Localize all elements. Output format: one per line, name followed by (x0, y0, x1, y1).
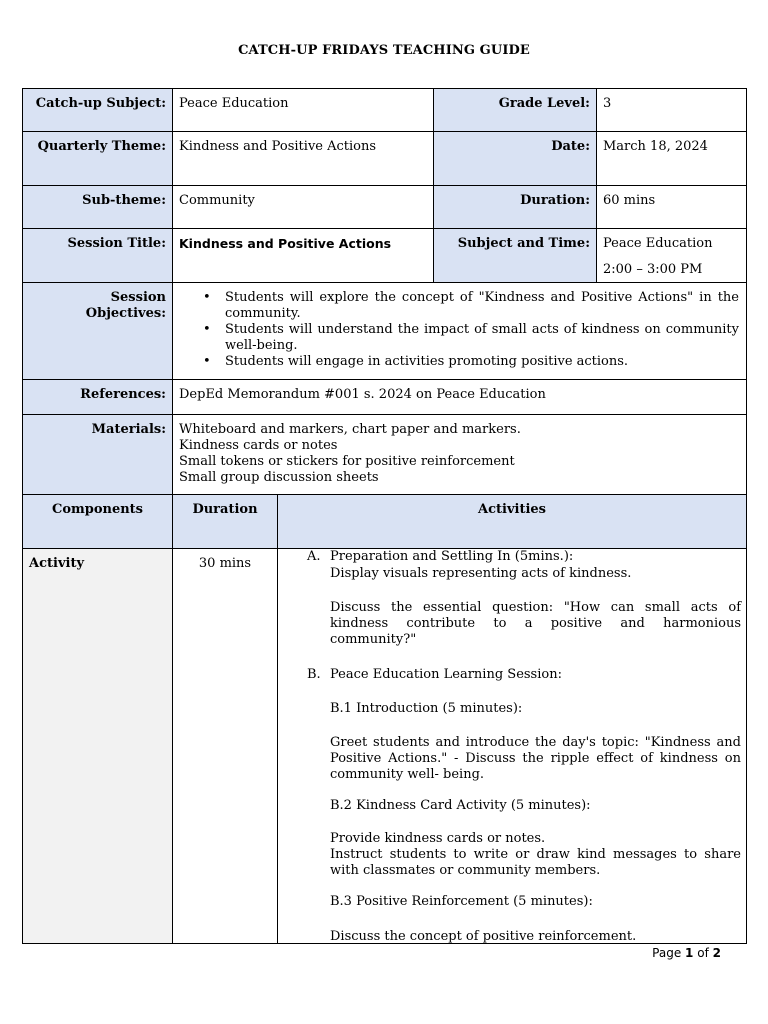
date-label: Date: (433, 131, 597, 186)
quarterly-theme-label: Quarterly Theme: (22, 131, 173, 186)
objectives-label-line1: Session (110, 290, 166, 305)
item-a-title: Preparation and Settling In (5mins.): (330, 549, 574, 564)
item-b-title: Peace Education Learning Session: (330, 667, 562, 682)
item-a-question: Discuss the essential question: "How can small acts of kindness contribute to a positive and harmonious community?" (330, 600, 741, 647)
page-word: Page (652, 946, 682, 960)
sub-theme-label: Sub-theme: (22, 185, 173, 229)
quarterly-theme-value: Kindness and Positive Actions (172, 131, 434, 186)
material-item: Small group discussion sheets (179, 470, 379, 485)
session-title-label: Session Title: (22, 228, 173, 283)
subject-time-label: Subject and Time: (433, 228, 597, 283)
b2-line2: Instruct students to write or draw kind messages to share with classmates or community members. (330, 847, 741, 878)
date-value: March 18, 2024 (596, 131, 747, 186)
subject-time-value (596, 228, 747, 283)
objectives-label-line2: Objectives: (85, 306, 166, 321)
references-label: References: (22, 379, 173, 415)
catchup-subject-value: Peace Education (172, 88, 434, 132)
page-of-word: of (697, 946, 709, 960)
components-header: Components (22, 494, 173, 549)
material-item: Small tokens or stickers for positive reinforcement (179, 454, 515, 469)
material-item: Whiteboard and markers, chart paper and markers. (179, 422, 521, 437)
page-number (652, 946, 721, 960)
subject-time-time: 2:00 – 3:00 PM (603, 262, 703, 277)
item-b-marker: B. (307, 667, 321, 682)
objective-item: • Students will explore the concept of "Kindness and Positive Actions" in the community. (179, 290, 739, 322)
page-current: 1 (685, 946, 694, 960)
b2-line1: Provide kindness cards or notes. (330, 831, 546, 846)
material-item: Kindness cards or notes (179, 438, 338, 453)
b2-title: B.2 Kindness Card Activity (5 minutes): (330, 798, 591, 813)
duration-value: 60 mins (596, 185, 747, 229)
session-objectives-label (22, 282, 173, 380)
materials-label: Materials: (22, 414, 173, 495)
item-a-marker: A. (307, 549, 321, 564)
sub-theme-value: Community (172, 185, 434, 229)
catchup-subject-label: Catch-up Subject: (22, 88, 173, 132)
duration-header: Duration (172, 494, 278, 549)
materials-list (172, 414, 747, 495)
b3-title: B.3 Positive Reinforcement (5 minutes): (330, 894, 593, 909)
activities-content (277, 548, 747, 944)
page-total: 2 (712, 946, 721, 960)
grade-level-label: Grade Level: (433, 88, 597, 132)
document-title: CATCH-UP FRIDAYS TEACHING GUIDE (238, 43, 530, 58)
objective-item: • Students will engage in activities promoting positive actions. (179, 354, 739, 370)
b1-text: Greet students and introduce the day's topic: "Kindness and Positive Actions." - Discuss the ripple effect of kindness on community well- being. (330, 735, 741, 782)
duration-label: Duration: (433, 185, 597, 229)
subject-time-subject: Peace Education (603, 236, 713, 251)
session-objectives-list (172, 282, 747, 380)
activities-header: Activities (277, 494, 747, 549)
item-a-line: Display visuals representing acts of kindness. (330, 566, 632, 581)
session-title-value: Kindness and Positive Actions (172, 228, 434, 283)
b3-line1: Discuss the concept of positive reinforcement. (330, 929, 637, 944)
objective-item: • Students will understand the impact of small acts of kindness on community well-being. (179, 322, 739, 354)
grade-level-value: 3 (596, 88, 747, 132)
component-activity: Activity (22, 548, 173, 944)
component-duration: 30 mins (172, 548, 278, 944)
b1-title: B.1 Introduction (5 minutes): (330, 701, 523, 716)
references-value: DepEd Memorandum #001 s. 2024 on Peace Education (172, 379, 747, 415)
